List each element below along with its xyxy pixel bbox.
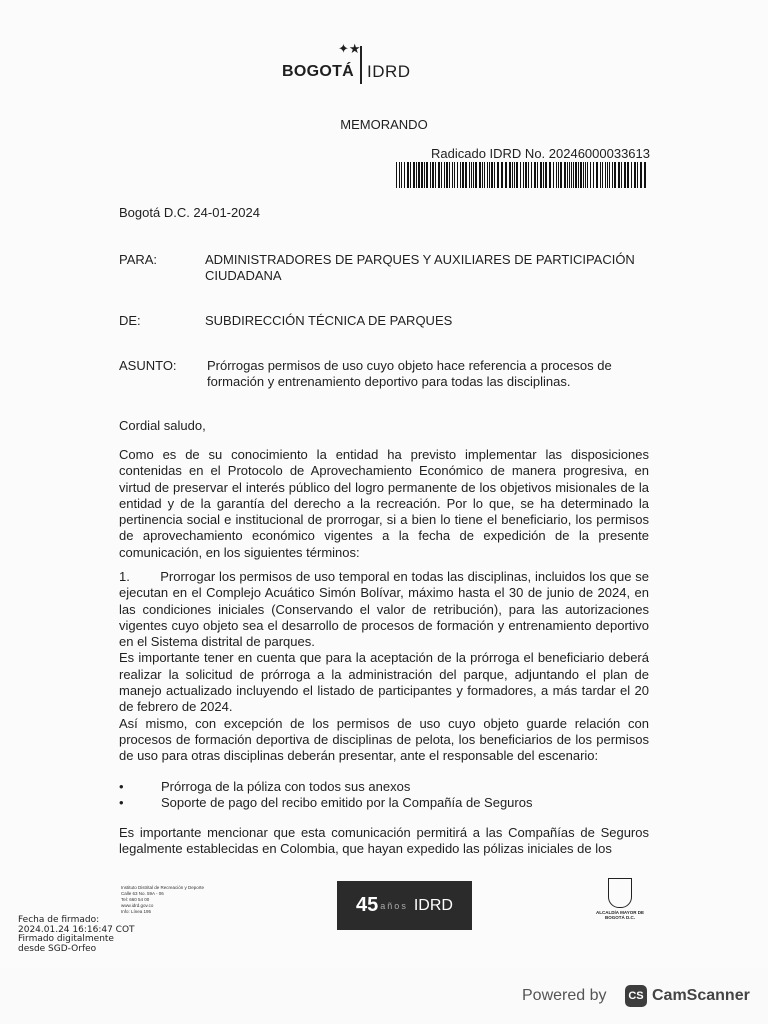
greeting: Cordial saludo, <box>119 418 206 433</box>
alcaldia-text: ALCALDÍA MAYOR DE BOGOTÁ D.C. <box>596 910 644 920</box>
badge-org: IDRD <box>413 896 453 914</box>
bullet-text: Soporte de pago del recibo emitido por la Compañía de Seguros <box>161 795 533 810</box>
barcode <box>396 162 650 188</box>
camscanner-logo-icon: CS <box>625 985 647 1007</box>
camscanner-name: CamScanner <box>652 987 750 1004</box>
address-line: Instituto Distrital de Recreación y Deporte <box>121 885 205 890</box>
address-line: www.idrd.gov.co <box>121 903 154 908</box>
bogota-idrd-logo <box>282 41 411 86</box>
para-value: ADMINISTRADORES DE PARQUES Y AUXILIARES DE PARTICIPACIÓN CIUDADANA <box>205 252 635 283</box>
memo-date: Bogotá D.C. 24-01-2024 <box>119 205 260 220</box>
de-value: SUBDIRECCIÓN TÉCNICA DE PARQUES <box>205 313 453 328</box>
body-paragraph-2: Es importante tener en cuenta que para la aceptación de la prórroga el beneficiario deberá realizar la solicitud de prórroga a la administración del parque, adjuntando el plan de manejo actualizado incluyendo el listado de participantes y formadores, a más tardar el 20 de febrero de 2024. <box>119 650 649 715</box>
signature-line: Firmado digitalmente <box>18 934 114 944</box>
para-label: PARA: <box>119 252 158 267</box>
signature-line: desde SGD-Orfeo <box>18 943 97 954</box>
item-1-text: 1. Prorrogar los permisos de uso temporal en todas las disciplinas, incluidos los que se ejecutan en el Complejo Acuático Simón Bolívar, máximo hasta el 30 de junio de 2024, en las condiciones iniciales (Conservando el valor de retribución), para las autorizaciones vigentes cuyo objeto sea el desarrollo de procesos de formación y entrenamiento deportivo en el Sistema distrital de parques. <box>119 569 649 650</box>
bullet-text: Prórroga de la póliza con todos sus anexos <box>161 779 411 794</box>
body-item-1 <box>119 569 649 765</box>
list-item <box>119 795 532 810</box>
address-line: Info: Línea 195 <box>121 909 152 914</box>
bullet-icon: • <box>119 795 124 810</box>
list-item <box>119 779 410 794</box>
bullet-icon: • <box>119 779 124 794</box>
asunto-value: Prórrogas permisos de uso cuyo objeto hace referencia a procesos de formación y entrenamiento deportivo para todas las disciplinas. <box>207 358 612 389</box>
shield-icon <box>608 878 632 908</box>
signature-line: Fecha de firmado: <box>18 915 100 925</box>
logo-bogota-text: BOGOTÁ <box>282 63 355 80</box>
body-paragraph-4: Es importante mencionar que esta comunicación permitirá a las Compañías de Seguros legalmente establecidas en Colombia, que hayan expedido las pólizas iniciales de los <box>119 825 649 857</box>
body-paragraph-1: Como es de su conocimiento la entidad ha previsto implementar las disposiciones contenidas en el Protocolo de Aprovechamiento Económico de manera progresiva, en virtud de preservar el interés público del logro permanente de los objetivos misionales de la entidad y de la garantía del derecho a la recreación. Por lo que, se ha determinado la pertinencia social e institucional de prorrogar, si a bien lo tiene el beneficiario, los permisos de aprovechamiento económico vigentes a la fecha de expedición de la presente comunicación, en los siguientes términos: <box>119 447 649 560</box>
asunto-label: ASUNTO: <box>119 358 177 373</box>
badge-anos: años <box>380 900 408 911</box>
idrd-45-anos-badge <box>337 881 472 930</box>
footer-address <box>121 885 211 915</box>
powered-by-text: Powered by <box>522 987 607 1004</box>
radicado-number: Radicado IDRD No. 20246000033613 <box>431 146 650 161</box>
address-line: Tel: 660 54 00 <box>121 897 150 902</box>
address-line: Calle 63 No. 59A - 06 <box>121 891 164 896</box>
de-label: DE: <box>119 313 141 328</box>
star-icon: ✦★ <box>338 41 361 56</box>
body-paragraph-3: Así mismo, con excepción de los permisos de uso cuyo objeto guarde relación con procesos de formación deportiva de disciplinas de pelota, los beneficiarios de los permisos de uso para otras disciplinas deberán presentar, ante el responsable del escenario: <box>119 715 649 764</box>
digital-signature-stamp <box>18 916 135 954</box>
logo-idrd-text: IDRD <box>367 62 411 81</box>
memo-title: MEMORANDO <box>340 117 428 132</box>
alcaldia-logo <box>592 878 648 920</box>
signature-line: 2024.01.24 16:16:47 COT <box>18 924 135 935</box>
badge-number: 45 <box>356 894 379 916</box>
